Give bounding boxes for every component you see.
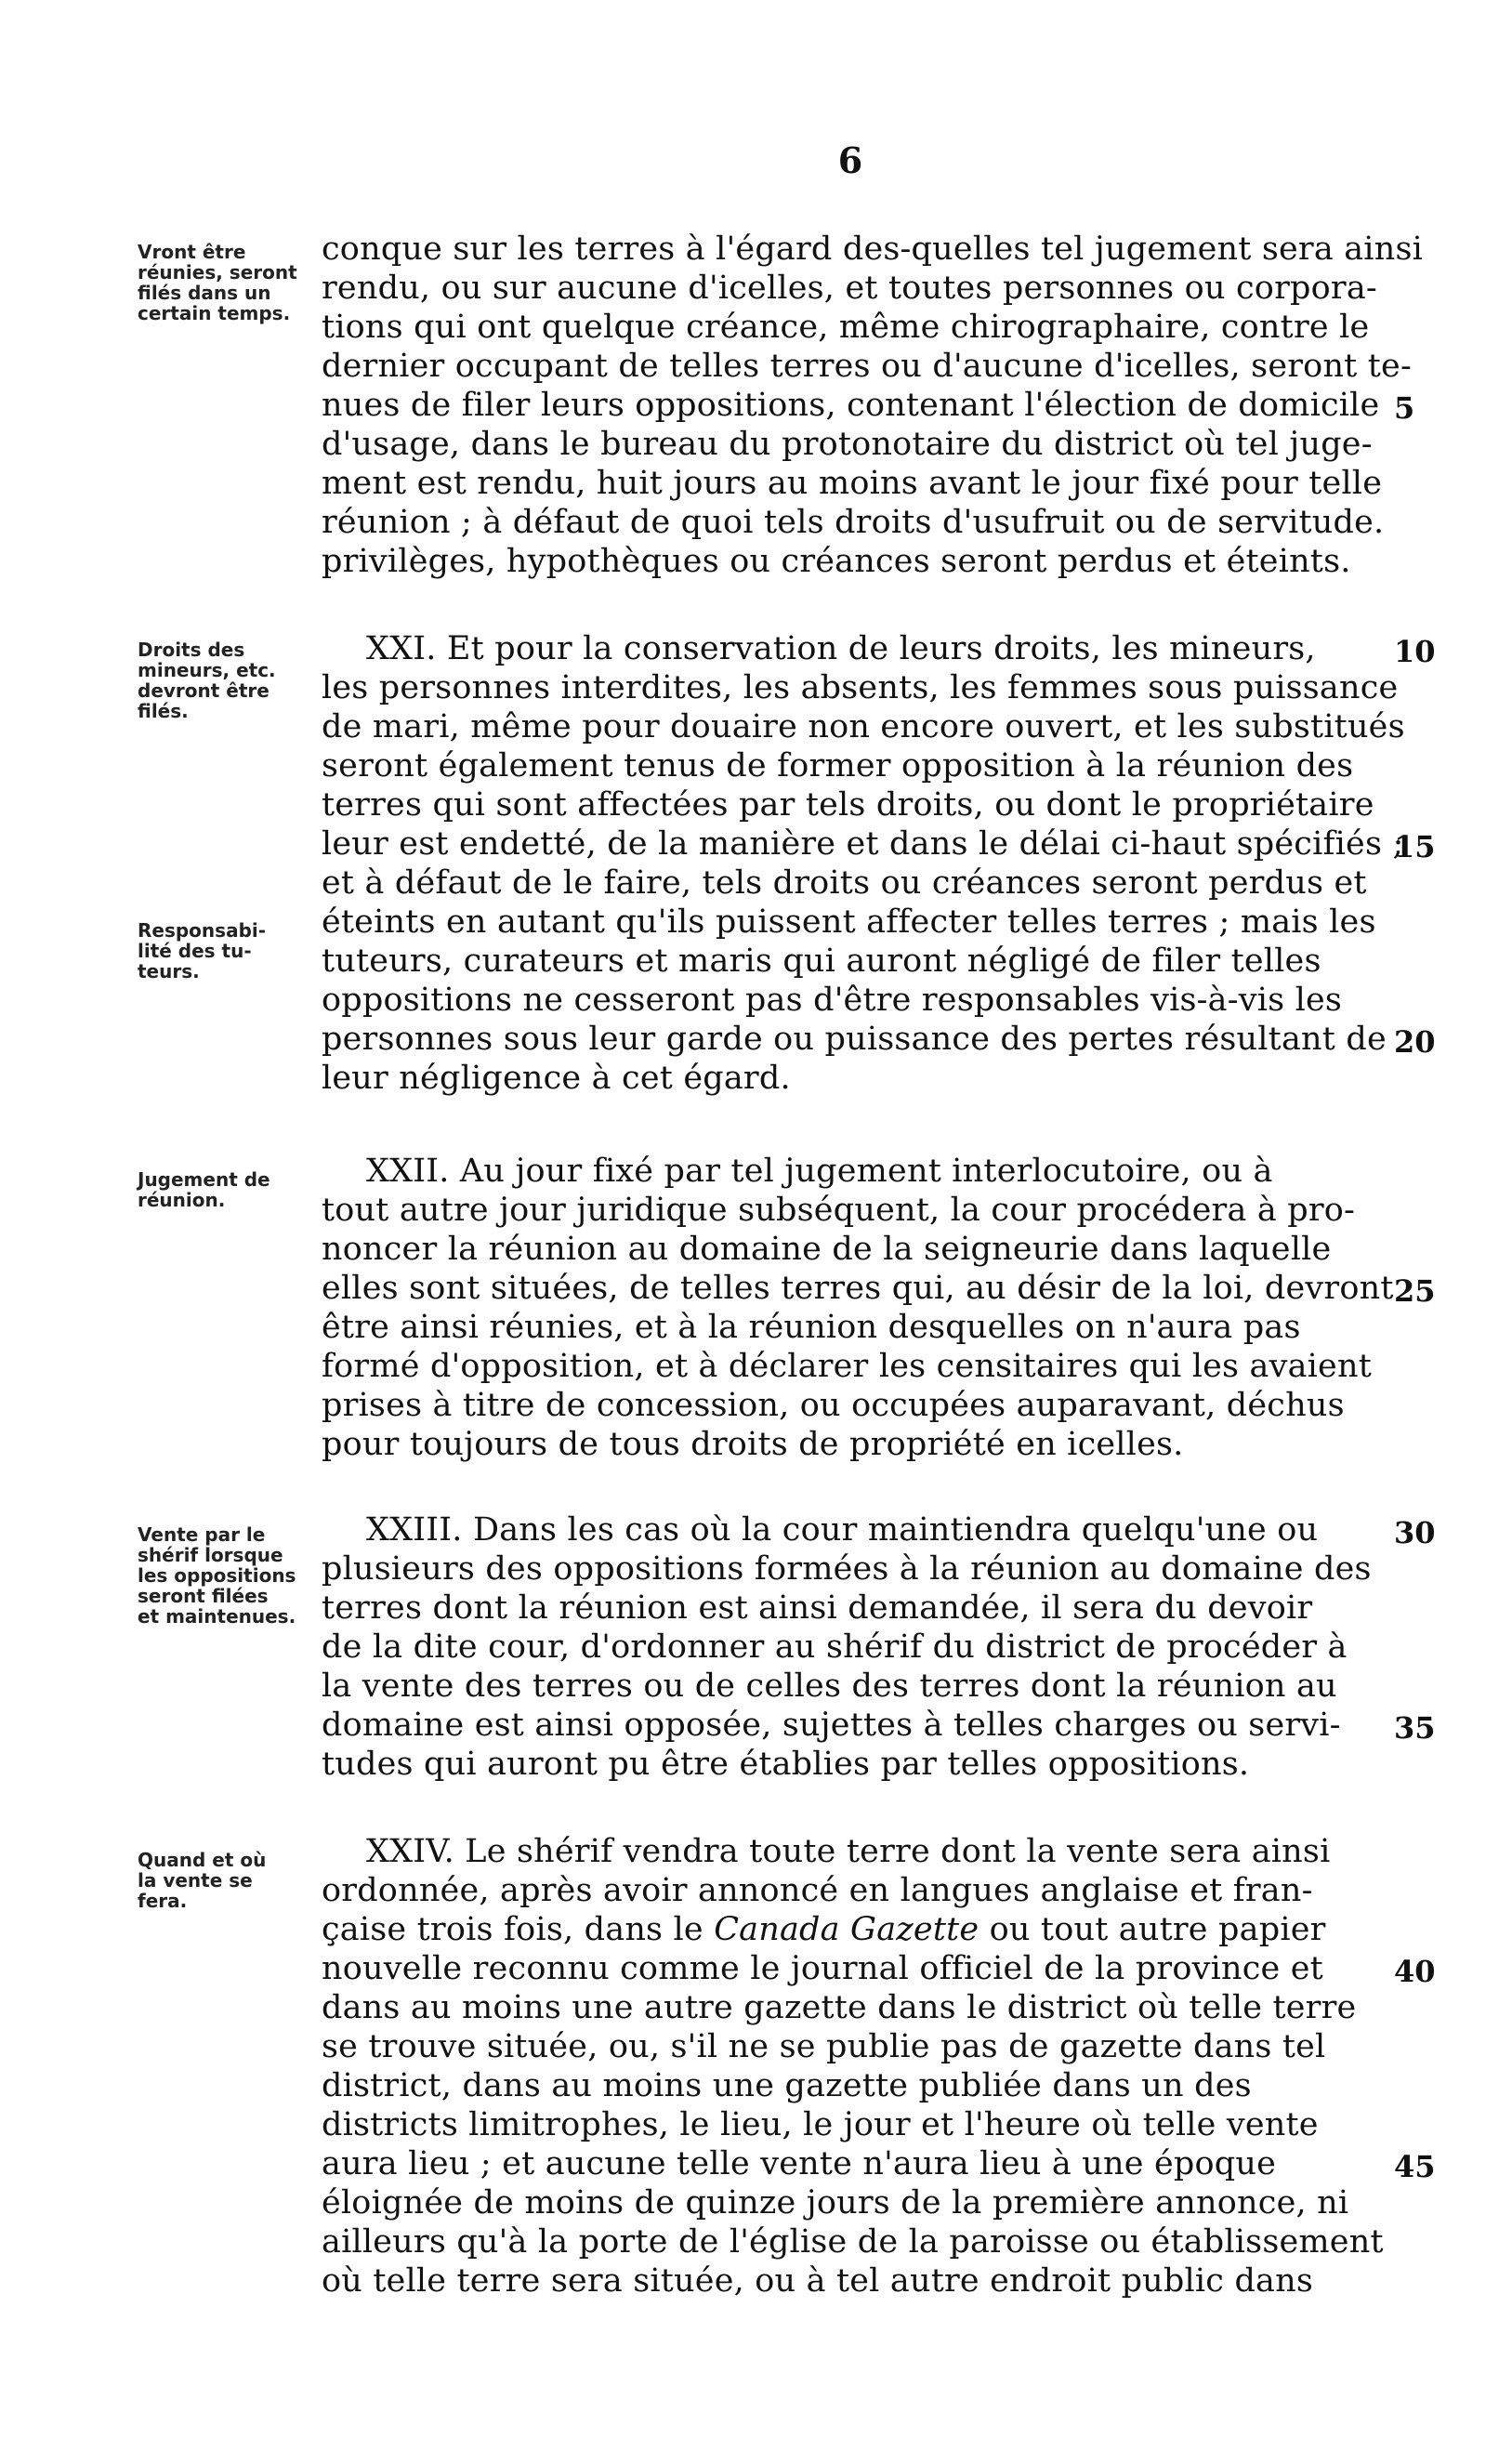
line-number: 20	[1394, 1024, 1436, 1060]
body-line: ailleurs qu'à la porte de l'église de la paroisse ou établissement	[322, 2223, 1384, 2261]
margin-note	[138, 1524, 323, 1627]
paragraph-first-line: XXIV. Le shérif vendra toute terre dont la vente sera ainsi	[366, 1833, 1331, 1870]
margin-note	[138, 242, 323, 323]
margin-note	[138, 639, 323, 721]
page-number: 6	[837, 139, 863, 181]
body-line: plusieurs des oppositions formées à la réunion au domaine des	[322, 1550, 1372, 1588]
paragraph-first-line: XXI. Et pour la conservation de leurs droits, les mineurs,	[366, 630, 1316, 667]
margin-note-line: les oppositions	[138, 1564, 296, 1587]
body-line: aura lieu ; et aucune telle vente n'aura lieu à une époque	[322, 2145, 1277, 2182]
body-line: nouvelle reconnu comme le journal officiel de la province et	[322, 1950, 1323, 1987]
body-line: prises à titre de concession, ou occupées auparavant, déchus	[322, 1387, 1345, 1424]
margin-note-line: la vente se	[138, 1869, 253, 1892]
line-number: 5	[1394, 390, 1415, 426]
line-number: 40	[1394, 1954, 1436, 1989]
body-line: çaise trois fois, dans le Canada Gazette ou tout autre papier	[322, 1911, 1326, 1948]
body-line: rendu, ou sur aucune d'icelles, et toutes personnes ou corpora-	[322, 270, 1377, 307]
body-line: dans au moins une autre gazette dans le district où telle terre	[322, 1989, 1357, 2026]
body-line: leur est endetté, de la manière et dans le délai ci-haut spécifiés ;	[322, 825, 1404, 863]
body-line: dernier occupant de telles terres ou d'aucune d'icelles, seront te-	[322, 348, 1412, 385]
body-line: nues de filer leurs oppositions, contenant l'élection de domicile	[322, 387, 1380, 424]
margin-note-line: shérif lorsque	[138, 1544, 283, 1566]
body-line: et à défaut de le faire, tels droits ou créances seront perdus et	[322, 864, 1367, 902]
body-line: formé d'opposition, et à déclarer les censitaires qui les avaient	[322, 1348, 1372, 1385]
body-line: se trouve située, ou, s'il ne se publie pas de gazette dans tel	[322, 2028, 1326, 2065]
body-line: pour toujours de tous droits de propriété en icelles.	[322, 1426, 1184, 1463]
body-line: éteints en autant qu'ils puissent affecter telles terres ; mais les	[322, 903, 1376, 941]
body-line: districts limitrophes, le lieu, le jour et l'heure où telle vente	[322, 2106, 1319, 2143]
body-line: la vente des terres ou de celles des terres dont la réunion au	[322, 1668, 1337, 1705]
line-number: 35	[1394, 1710, 1436, 1746]
body-line: personnes sous leur garde ou puissance des pertes résultant de	[322, 1021, 1387, 1058]
body-line: les personnes interdites, les absents, les femmes sous puissance	[322, 669, 1399, 706]
body-line: elles sont situées, de telles terres qui, au désir de la loi, devront	[322, 1270, 1394, 1307]
line-number: 30	[1394, 1515, 1436, 1550]
line-number: 10	[1394, 634, 1436, 669]
body-line: ordonnée, après avoir annoncé en langues anglaise et fran-	[322, 1872, 1313, 1909]
body-line: terres qui sont affectées par tels droits, ou dont le propriétaire	[322, 786, 1374, 824]
body-line: privilèges, hypothèques ou créances seront perdus et éteints.	[322, 543, 1351, 580]
margin-note-line: Quand et où	[138, 1849, 267, 1871]
body-line: ment est rendu, huit jours au moins avant le jour fixé pour telle	[322, 465, 1383, 502]
body-line: noncer la réunion au domaine de la seigneurie dans laquelle	[322, 1231, 1332, 1268]
body-line: conque sur les terres à l'égard des-quelles tel jugement sera ainsi	[322, 231, 1423, 268]
line-number: 15	[1394, 829, 1436, 864]
margin-note-line: filés dans un	[138, 282, 271, 304]
line-number: 45	[1394, 2149, 1436, 2184]
body-line: où telle terre sera située, ou à tel autre endroit public dans	[322, 2262, 1314, 2300]
body-line: être ainsi réunies, et à la réunion desquelles on n'aura pas	[322, 1309, 1301, 1346]
body-line: tions qui ont quelque créance, même chirographaire, contre le	[322, 309, 1370, 346]
body-line: éloignée de moins de quinze jours de la première annonce, ni	[322, 2184, 1349, 2221]
body-line: seront également tenus de former opposition à la réunion des	[322, 747, 1354, 784]
margin-note-line: Vente par le	[138, 1523, 266, 1546]
line-number: 25	[1394, 1273, 1436, 1309]
margin-note	[138, 1850, 323, 1911]
margin-note-line: filés.	[138, 700, 189, 722]
margin-note-line: Vront être	[138, 241, 246, 263]
margin-note-line: Jugement de	[138, 1168, 270, 1191]
margin-note-line: réunies, seront	[138, 261, 297, 283]
body-line: réunion ; à défaut de quoi tels droits d'usufruit ou de servitude.	[322, 504, 1385, 541]
body-line: oppositions ne cesseront pas d'être responsables vis-à-vis les	[322, 982, 1343, 1019]
margin-note-line: certain temps.	[138, 302, 291, 324]
margin-note-line: mineurs, etc.	[138, 659, 276, 681]
margin-note-line: Responsabi-	[138, 919, 267, 942]
margin-note-line: lité des tu-	[138, 940, 252, 962]
margin-note-line: teurs.	[138, 960, 200, 982]
body-line: d'usage, dans le bureau du protonotaire du district où tel juge-	[322, 426, 1373, 463]
margin-note	[138, 920, 323, 982]
body-line: de mari, même pour douaire non encore ouvert, et les substitués	[322, 708, 1405, 745]
body-line: de la dite cour, d'ordonner au shérif du district de procéder à	[322, 1628, 1348, 1666]
body-line: tout autre jour juridique subséquent, la cour procédera à pro-	[322, 1192, 1356, 1229]
body-line: tudes qui auront pu être établies par telles oppositions.	[322, 1746, 1250, 1783]
paragraph-first-line: XXIII. Dans les cas où la cour maintiendra quelqu'une ou	[366, 1511, 1319, 1549]
margin-note	[138, 1169, 323, 1210]
body-line: tuteurs, curateurs et maris qui auront négligé de filer telles	[322, 943, 1321, 980]
margin-note-line: seront filées	[138, 1585, 269, 1607]
margin-note-line: Droits des	[138, 639, 245, 661]
margin-note-line: devront être	[138, 679, 270, 702]
margin-note-line: et maintenues.	[138, 1605, 296, 1628]
body-line: terres dont la réunion est ainsi demandée, il sera du devoir	[322, 1589, 1313, 1627]
margin-note-line: réunion.	[138, 1189, 226, 1211]
margin-note-line: fera.	[138, 1890, 188, 1912]
paragraph-first-line: XXII. Au jour fixé par tel jugement interlocutoire, ou à	[366, 1153, 1273, 1190]
body-line: leur négligence à cet égard.	[322, 1060, 791, 1097]
body-line: domaine est ainsi opposée, sujettes à telles charges ou servi-	[322, 1707, 1341, 1744]
body-line: district, dans au moins une gazette publiée dans un des	[322, 2067, 1252, 2104]
